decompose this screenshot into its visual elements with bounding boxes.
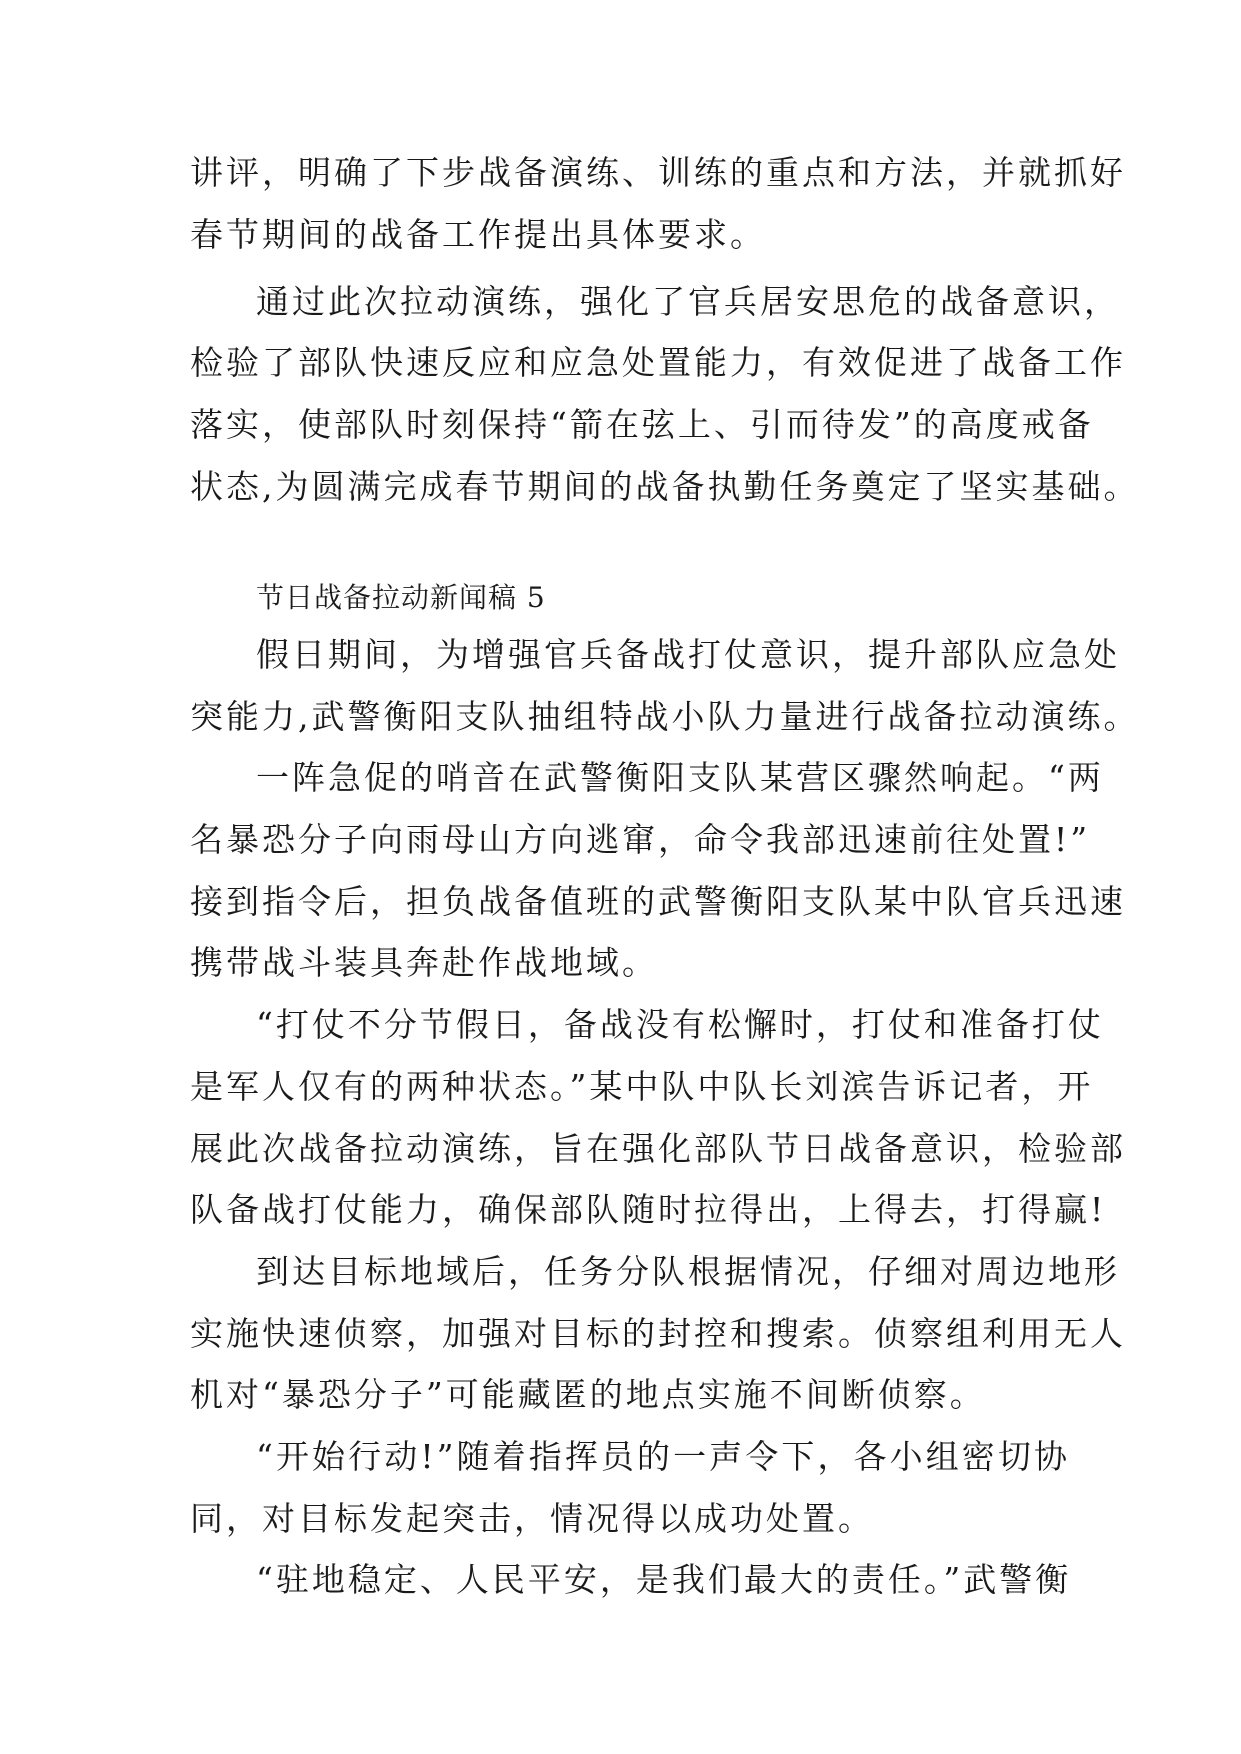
paragraph-line: 名暴恐分子向雨母山方向逃窜，命令我部迅速前往处置!” <box>190 820 1091 859</box>
paragraph-line: 春节期间的战备工作提出具体要求。 <box>190 215 766 254</box>
paragraph-line: “驻地稳定、人民平安，是我们最大的责任。”武警衡 <box>256 1560 1072 1599</box>
paragraph-line: 状态,为圆满完成春节期间的战备执勤任务奠定了坚实基础。 <box>190 467 1140 506</box>
paragraph-line: 展此次战备拉动演练，旨在强化部队节日战备意识，检验部 <box>190 1129 1126 1168</box>
paragraph-line: 到达目标地域后，任务分队根据情况，仔细对周边地形 <box>256 1252 1120 1291</box>
paragraph-line: 一阵急促的哨音在武警衡阳支队某营区骤然响起。“两 <box>256 758 1104 797</box>
paragraph-line: 通过此次拉动演练，强化了官兵居安思危的战备意识， <box>256 282 1120 321</box>
paragraph-line: 机对“暴恐分子”可能藏匿的地点实施不间断侦察。 <box>190 1375 986 1414</box>
paragraph-line: 携带战斗装具奔赴作战地域。 <box>190 943 658 982</box>
paragraph-line: 讲评，明确了下步战备演练、训练的重点和方法，并就抓好 <box>190 153 1126 192</box>
paragraph-line: 假日期间，为增强官兵备战打仗意识，提升部队应急处 <box>256 635 1120 674</box>
paragraph-line: “开始行动!”随着指挥员的一声令下，各小组密切协 <box>256 1437 1070 1476</box>
paragraph-line: 检验了部队快速反应和应急处置能力，有效促进了战备工作 <box>190 343 1126 382</box>
paragraph-line: 同，对目标发起突击，情况得以成功处置。 <box>190 1499 874 1538</box>
paragraph-line: 突能力,武警衡阳支队抽组特战小队力量进行战备拉动演练。 <box>190 697 1140 736</box>
paragraph-line: 是军人仅有的两种状态。”某中队中队长刘滨告诉记者，开 <box>190 1067 1094 1106</box>
paragraph-line: 接到指令后，担负战备值班的武警衡阳支队某中队官兵迅速 <box>190 882 1126 921</box>
paragraph-line: 落实，使部队时刻保持“箭在弦上、引而待发”的高度戒备 <box>190 405 1094 444</box>
article-heading: 节日战备拉动新闻稿 5 <box>256 581 546 614</box>
paragraph-line: 实施快速侦察，加强对目标的封控和搜索。侦察组利用无人 <box>190 1314 1126 1353</box>
paragraph-line: 队备战打仗能力，确保部队随时拉得出，上得去，打得赢! <box>190 1190 1107 1229</box>
paragraph-line: “打仗不分节假日，备战没有松懈时，打仗和准备打仗 <box>256 1005 1104 1044</box>
